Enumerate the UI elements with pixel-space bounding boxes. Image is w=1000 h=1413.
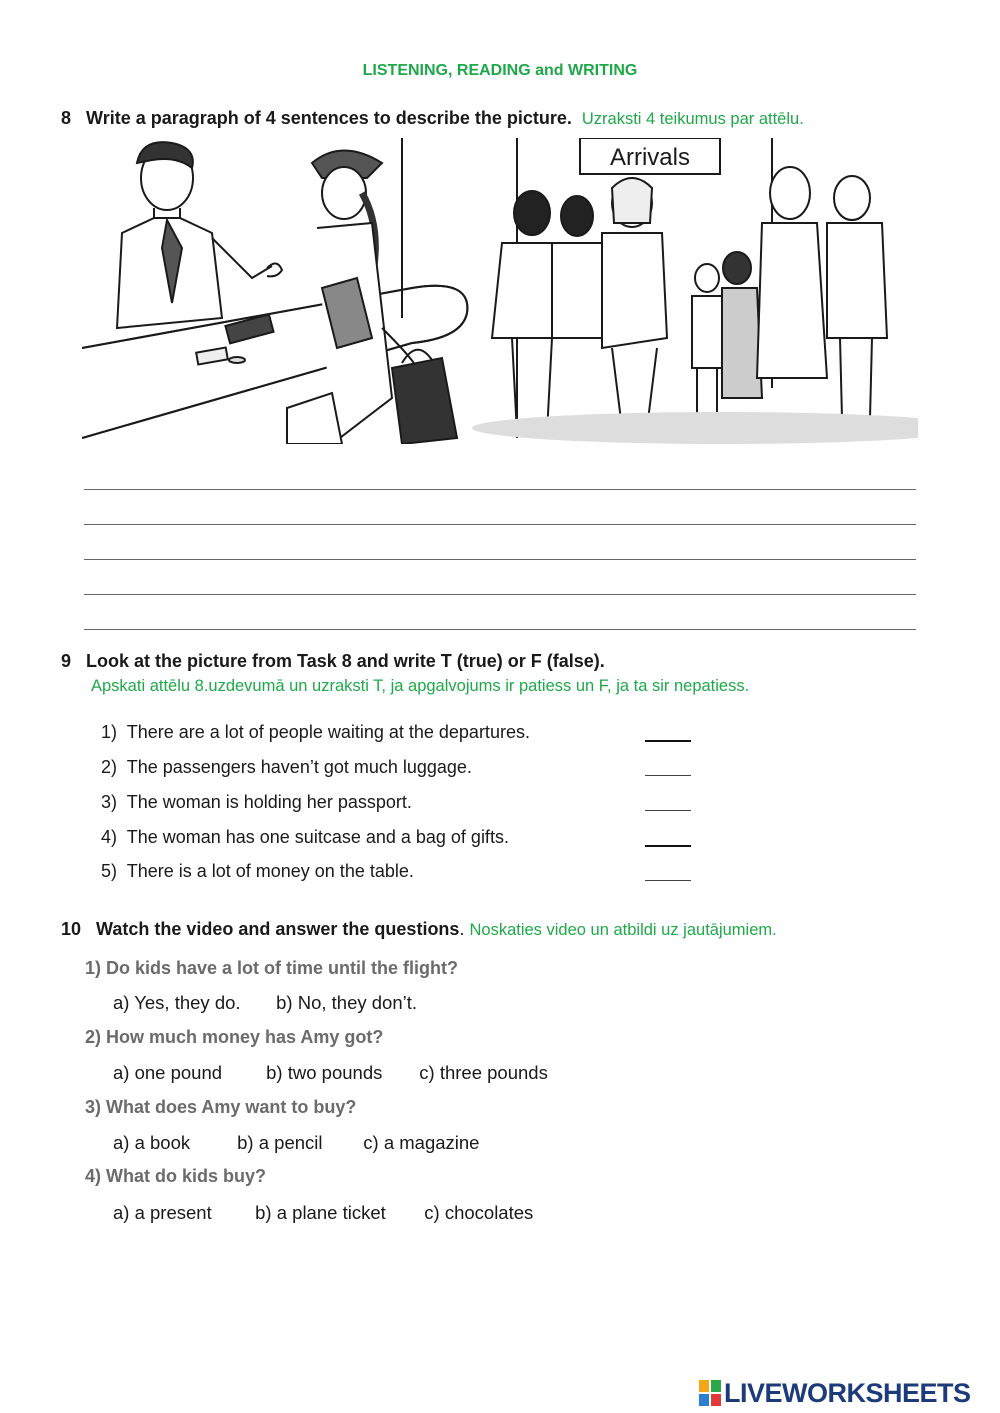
option-b[interactable]: b) two pounds — [266, 1062, 383, 1083]
liveworksheets-logo-mark — [698, 1378, 722, 1408]
option-c[interactable]: c) chocolates — [424, 1202, 534, 1223]
task8-heading — [61, 108, 804, 129]
option-a[interactable]: a) a book — [113, 1132, 191, 1153]
option-c[interactable]: c) three pounds — [419, 1062, 548, 1083]
option-b[interactable]: b) a pencil — [237, 1132, 323, 1153]
option-a[interactable]: a) one pound — [113, 1062, 223, 1083]
arrivals-sign-text: Arrivals — [609, 144, 691, 171]
liveworksheets-logo-text: LIVEWORKSHEETS — [724, 1378, 971, 1408]
tf-item-number: 1) — [101, 722, 118, 742]
writing-line-4[interactable] — [84, 594, 916, 595]
tf-answer-blank-5[interactable] — [645, 880, 691, 881]
tf-item-number: 2) — [101, 757, 118, 777]
question-1: 1) Do kids have a lot of time until the flight? — [85, 958, 459, 978]
task8-instruction: Write a paragraph of 4 sentences to describe the picture. — [86, 108, 572, 128]
tf-item-number: 5) — [101, 861, 118, 881]
tf-item-text: There are a lot of people waiting at the departures. — [126, 722, 530, 742]
tf-item-text: The woman is holding her passport. — [126, 792, 412, 812]
tf-item — [101, 792, 412, 813]
tf-item — [101, 757, 472, 778]
task8-translation: Uzraksti 4 teikumus par attēlu. — [581, 110, 804, 128]
question-2: 2) How much money has Amy got? — [85, 1027, 384, 1047]
tf-item-text: The passengers haven’t got much luggage. — [126, 757, 472, 777]
tf-item — [101, 827, 509, 848]
task9-number: 9 — [61, 651, 72, 671]
question-3-options — [113, 1132, 479, 1154]
option-a[interactable]: a) a present — [113, 1202, 212, 1223]
writing-line-3[interactable] — [84, 559, 916, 560]
option-b[interactable]: b) No, they don’t. — [276, 992, 418, 1013]
airport-illustration — [82, 138, 918, 444]
task10-instruction: Watch the video and answer the questions — [96, 919, 460, 939]
tf-item-number: 3) — [101, 792, 118, 812]
question-1-options — [113, 992, 417, 1014]
question-4-options — [113, 1202, 533, 1224]
writing-line-2[interactable] — [84, 524, 916, 525]
tf-answer-blank-3[interactable] — [645, 810, 691, 811]
task9-heading — [61, 651, 605, 672]
option-b[interactable]: b) a plane ticket — [255, 1202, 386, 1223]
option-a[interactable]: a) Yes, they do. — [113, 992, 241, 1013]
task9-instruction: Look at the picture from Task 8 and write T (true) or F (false). — [86, 651, 605, 671]
tf-answer-blank-2[interactable] — [645, 775, 691, 776]
tf-item-text: The woman has one suitcase and a bag of gifts. — [126, 827, 509, 847]
task10-heading — [61, 919, 777, 940]
option-c[interactable]: c) a magazine — [363, 1132, 480, 1153]
worksheet-title: LISTENING, READING and WRITING — [362, 62, 638, 79]
tf-item — [101, 722, 530, 743]
tf-answer-blank-1[interactable] — [645, 740, 691, 742]
task10-punct: . — [459, 919, 465, 939]
tf-item — [101, 861, 414, 882]
tf-answer-blank-4[interactable] — [645, 845, 691, 847]
question-4: 4) What do kids buy? — [85, 1166, 267, 1186]
liveworksheets-logo — [698, 1378, 971, 1408]
task10-translation: Noskaties video un atbildi uz jautājumiem. — [469, 921, 777, 939]
task8-number: 8 — [61, 108, 72, 128]
tf-item-number: 4) — [101, 827, 118, 847]
writing-line-1[interactable] — [84, 489, 916, 490]
tf-item-text: There is a lot of money on the table. — [126, 861, 414, 881]
writing-line-5[interactable] — [84, 629, 916, 630]
task10-number: 10 — [61, 919, 82, 939]
question-2-options — [113, 1062, 548, 1084]
task9-translation: Apskati attēlu 8.uzdevumā un uzraksti T, ja apgalvojums ir patiess un F, ja ta sir nepatiess. — [91, 677, 750, 695]
question-3: 3) What does Amy want to buy? — [85, 1097, 357, 1117]
